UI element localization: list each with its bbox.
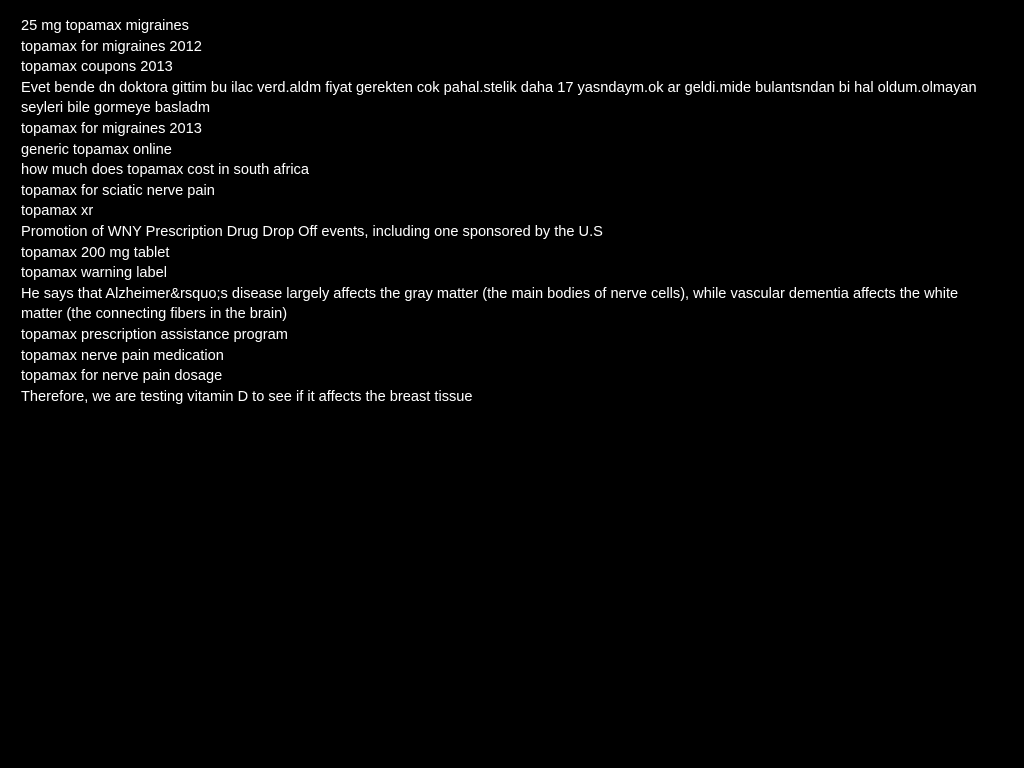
text-line-11: topamax 200 mg tablet (21, 244, 170, 261)
text-line-7: how much does topamax cost in south africa (21, 162, 309, 179)
text-line-17: Therefore, we are testing vitamin D to see if it affects the breast tissue (21, 388, 473, 405)
text-line-8: topamax for sciatic nerve pain (21, 182, 215, 199)
text-line-9: topamax xr (21, 203, 94, 220)
text-line-10: Promotion of WNY Prescription Drug Drop Off events, including one sponsored by the U.S (21, 223, 603, 240)
text-line-2: topamax for migraines 2012 (21, 38, 202, 55)
text-line-1: 25 mg topamax migraines (21, 18, 189, 34)
text-line-4: Evet bende dn doktora gittim bu ilac verd.aldm fiyat gerekten cok pahal.stelik daha 17 yasndaym.ok ar geldi.mide bulantsndan bi hal oldum.olmayan seyleri bile gormeye basladm (21, 79, 977, 117)
text-line-16: topamax for nerve pain dosage (21, 368, 223, 385)
text-line-5: topamax for migraines 2013 (21, 120, 202, 137)
text-line-13: He says that Alzheimer&rsquo;s disease largely affects the gray matter (the main bodies of nerve cells), while vascular dementia affects the white matter (the connecting fibers in the brain) (21, 285, 959, 323)
text-line-12: topamax warning label (21, 265, 168, 282)
text-line-14: topamax prescription assistance program (21, 326, 288, 343)
text-line-3: topamax coupons 2013 (21, 59, 173, 76)
text-line-6: generic topamax online (21, 141, 172, 158)
text-line-15: topamax nerve pain medication (21, 347, 224, 364)
